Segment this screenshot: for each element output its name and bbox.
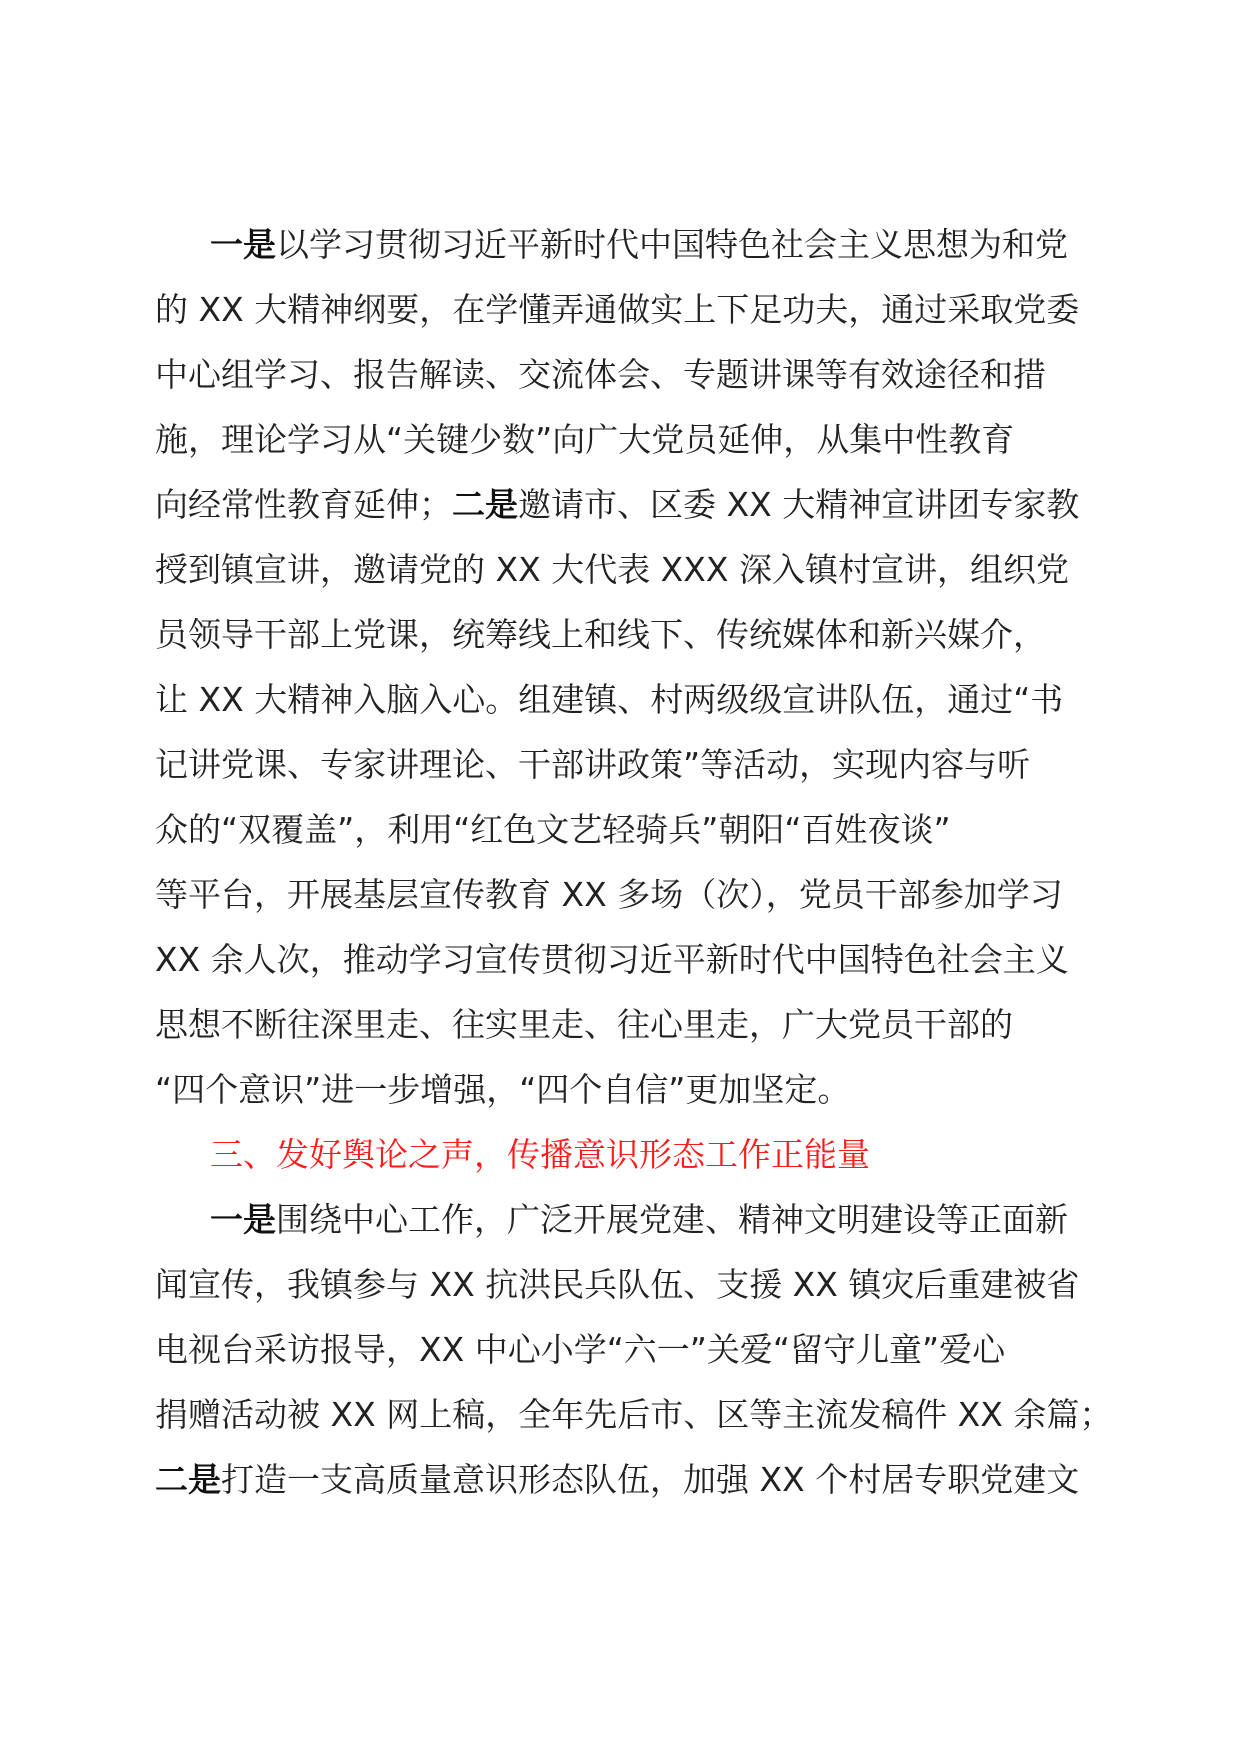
paragraph-line xyxy=(155,732,1095,797)
paragraph-line xyxy=(155,862,1095,927)
paragraph-line xyxy=(155,407,1095,472)
paragraph-line xyxy=(155,1252,1095,1317)
document-body xyxy=(155,212,1113,1512)
line-text: 向经常性教育延伸； xyxy=(155,485,452,524)
line-text: 思想不断往深里走、往实里走、往心里走，广大党员干部的 xyxy=(155,1005,1013,1044)
paragraph-line xyxy=(155,602,1095,667)
line-text: 捐赠活动被 XX 网上稿，全年先后市、区等主流发稿件 XX 余篇； xyxy=(155,1395,1113,1434)
paragraph-line xyxy=(155,667,1095,732)
line-text: XX 余人次，推动学习宣传贯彻习近平新时代中国特色社会主义 xyxy=(155,940,1069,979)
emphasis-label: 二是 xyxy=(155,1460,221,1499)
line-text: 以学习贯彻习近平新时代中国特色社会主义思想为和党 xyxy=(276,225,1068,264)
paragraph-line xyxy=(155,1187,1095,1252)
line-text: 让 XX 大精神入脑入心。组建镇、村两级级宣讲队伍，通过“书 xyxy=(155,680,1064,719)
paragraph-line xyxy=(155,927,1095,992)
line-text: 等平台，开展基层宣传教育 XX 多场（次），党员干部参加学习 xyxy=(155,875,1063,914)
paragraph-line xyxy=(155,342,1095,407)
line-text: 施，理论学习从“关键少数”向广大党员延伸，从集中性教育 xyxy=(155,420,1015,459)
emphasis-label: 二是 xyxy=(452,485,518,524)
paragraph-line xyxy=(155,992,1095,1057)
line-text: 记讲党课、专家讲理论、干部讲政策”等活动，实现内容与听 xyxy=(155,745,1031,784)
paragraph-line xyxy=(155,212,1095,277)
paragraph-line xyxy=(155,1057,1095,1122)
heading-text: 三、发好舆论之声，传播意识形态工作正能量 xyxy=(210,1135,870,1174)
line-text: 电视台采访报导，XX 中心小学“六一”关爱“留守儿童”爱心 xyxy=(155,1330,1006,1369)
line-text: 邀请市、区委 XX 大精神宣讲团专家教 xyxy=(518,485,1080,524)
line-text: “四个意识”进一步增强，“四个自信”更加坚定。 xyxy=(155,1070,851,1109)
paragraph-line xyxy=(155,537,1095,602)
line-text: 众的“双覆盖”，利用“红色文艺轻骑兵”朝阳“百姓夜谈” xyxy=(155,810,951,849)
line-text: 授到镇宣讲，邀请党的 XX 大代表 XXX 深入镇村宣讲，组织党 xyxy=(155,550,1069,589)
line-text: 的 XX 大精神纲要，在学懂弄通做实上下足功夫，通过采取党委 xyxy=(155,290,1080,329)
paragraph-line xyxy=(155,797,1095,862)
line-text: 员领导干部上党课，统筹线上和线下、传统媒体和新兴媒介， xyxy=(155,615,1046,654)
paragraph-line xyxy=(155,277,1095,342)
line-text: 打造一支高质量意识形态队伍，加强 XX 个村居专职党建文 xyxy=(221,1460,1080,1499)
section-heading xyxy=(155,1122,1095,1187)
line-text: 闻宣传，我镇参与 XX 抗洪民兵队伍、支援 XX 镇灾后重建被省 xyxy=(155,1265,1080,1304)
paragraph-line xyxy=(155,472,1095,537)
line-text: 围绕中心工作，广泛开展党建、精神文明建设等正面新 xyxy=(276,1200,1068,1239)
paragraph-line xyxy=(155,1447,1095,1512)
paragraph-line xyxy=(155,1382,1113,1447)
emphasis-label: 一是 xyxy=(210,1200,276,1239)
line-text: 中心组学习、报告解读、交流体会、专题讲课等有效途径和措 xyxy=(155,355,1046,394)
paragraph-line xyxy=(155,1317,1095,1382)
emphasis-label: 一是 xyxy=(210,225,276,264)
